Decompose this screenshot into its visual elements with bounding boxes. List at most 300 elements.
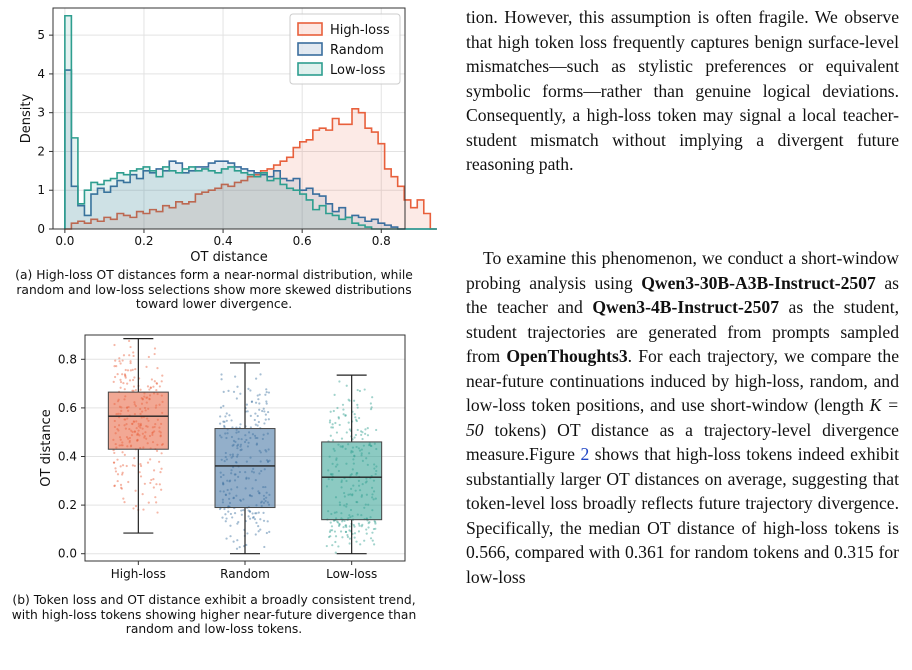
jitter-point	[338, 380, 340, 382]
jitter-point	[228, 414, 230, 416]
jitter-point	[227, 511, 229, 513]
jitter-point	[263, 546, 265, 548]
jitter-point	[265, 419, 267, 421]
jitter-point	[257, 398, 259, 400]
jitter-point	[353, 400, 355, 402]
student-model: Qwen3-4B-Instruct-2507	[592, 297, 779, 317]
jitter-point	[233, 541, 235, 543]
x-tick-label: Random	[220, 567, 270, 581]
jitter-point	[134, 368, 136, 370]
jitter-point	[120, 487, 122, 489]
jitter-point	[364, 388, 366, 390]
jitter-point	[148, 388, 150, 390]
jitter-point	[123, 354, 125, 356]
jitter-point	[128, 340, 130, 342]
jitter-point	[259, 528, 261, 530]
jitter-point	[229, 525, 231, 527]
jitter-point	[229, 535, 231, 537]
jitter-point	[373, 543, 375, 545]
jitter-point	[134, 465, 136, 467]
jitter-point	[132, 379, 134, 381]
jitter-point	[126, 383, 128, 385]
jitter-point	[139, 463, 141, 465]
jitter-point	[343, 413, 345, 415]
jitter-point	[154, 496, 156, 498]
jitter-point	[220, 406, 222, 408]
jitter-point	[223, 391, 225, 393]
jitter-point	[254, 419, 256, 421]
jitter-point	[253, 516, 255, 518]
jitter-point	[348, 422, 350, 424]
jitter-point	[354, 532, 356, 534]
jitter-point	[145, 366, 147, 368]
jitter-point	[257, 415, 259, 417]
jitter-point	[259, 518, 261, 520]
jitter-point	[236, 539, 238, 541]
legend-swatch-high-loss	[298, 23, 322, 35]
jitter-point	[255, 424, 257, 426]
jitter-point	[338, 417, 340, 419]
jitter-point	[155, 501, 157, 503]
jitter-point	[254, 518, 256, 520]
jitter-point	[124, 454, 126, 456]
jitter-point	[329, 421, 331, 423]
jitter-point	[355, 419, 357, 421]
jitter-point	[353, 436, 355, 438]
dataset-name: OpenThoughts3	[506, 346, 628, 366]
jitter-point	[117, 373, 119, 375]
jitter-point	[359, 390, 361, 392]
jitter-point	[148, 502, 150, 504]
jitter-point	[264, 394, 266, 396]
jitter-point	[119, 379, 121, 381]
jitter-point	[220, 378, 222, 380]
jitter-point	[237, 521, 239, 523]
jitter-point	[370, 402, 372, 404]
jitter-point	[335, 535, 337, 537]
jitter-point	[368, 522, 370, 524]
jitter-point	[116, 459, 118, 461]
jitter-point	[331, 525, 333, 527]
jitter-point	[122, 472, 124, 474]
jitter-point	[115, 470, 117, 472]
jitter-point	[219, 423, 221, 425]
jitter-point	[221, 516, 223, 518]
jitter-point	[259, 394, 261, 396]
y-tick-label: 0.4	[57, 449, 77, 464]
jitter-point	[155, 483, 157, 485]
jitter-point	[225, 537, 227, 539]
jitter-point	[135, 389, 137, 391]
x-tick-label: 0.4	[213, 234, 233, 248]
jitter-point	[361, 431, 363, 433]
jitter-point	[147, 462, 149, 464]
jitter-point	[223, 425, 225, 427]
jitter-point	[249, 518, 251, 520]
jitter-point	[258, 421, 260, 423]
jitter-point	[268, 531, 270, 533]
y-tick-label: 0.8	[57, 352, 77, 367]
jitter-point	[254, 412, 256, 414]
jitter-point	[334, 541, 336, 543]
jitter-point	[371, 396, 373, 398]
jitter-point	[113, 462, 115, 464]
jitter-point	[332, 426, 334, 428]
jitter-point	[239, 546, 241, 548]
jitter-point	[246, 404, 248, 406]
jitter-point	[349, 538, 351, 540]
jitter-point	[160, 468, 162, 470]
jitter-point	[248, 509, 250, 511]
jitter-point	[222, 405, 224, 407]
jitter-point	[153, 469, 155, 471]
jitter-point	[265, 414, 267, 416]
jitter-point	[225, 517, 227, 519]
jitter-point	[120, 362, 122, 364]
jitter-point	[338, 524, 340, 526]
legend-swatch-low-loss	[298, 63, 322, 75]
jitter-point	[366, 533, 368, 535]
y-axis-label: OT distance	[39, 409, 54, 487]
x-tick-label: 0.6	[292, 234, 312, 248]
histogram-chart	[19, 8, 437, 265]
math-k: K = 50	[466, 395, 900, 440]
jitter-point	[345, 531, 347, 533]
jitter-point	[114, 485, 116, 487]
jitter-point	[262, 512, 264, 514]
caption-b: (b) Token loss and OT distance exhibit a broadly consistent trend, with high-loss tokens showing higher near-future divergence than random and low-loss tokens.	[11, 593, 417, 636]
jitter-point	[114, 376, 116, 378]
jitter-point	[357, 389, 359, 391]
jitter-point	[355, 541, 357, 543]
jitter-point	[132, 369, 134, 371]
jitter-point	[117, 480, 119, 482]
jitter-point	[330, 435, 332, 437]
jitter-point	[241, 514, 243, 516]
jitter-point	[154, 347, 156, 349]
jitter-point	[255, 378, 257, 380]
jitter-point	[263, 422, 265, 424]
boxplot-chart	[39, 335, 405, 581]
jitter-point	[374, 521, 376, 523]
jitter-point	[139, 389, 141, 391]
jitter-point	[367, 526, 369, 528]
jitter-point	[114, 467, 116, 469]
jitter-point	[364, 433, 366, 435]
paragraph-2	[466, 246, 899, 589]
jitter-point	[358, 523, 360, 525]
jitter-point	[147, 385, 149, 387]
jitter-point	[154, 353, 156, 355]
jitter-point	[239, 393, 241, 395]
jitter-point	[339, 424, 341, 426]
jitter-point	[132, 355, 134, 357]
jitter-point	[375, 429, 377, 431]
jitter-point	[357, 429, 359, 431]
jitter-point	[155, 389, 157, 391]
jitter-point	[129, 379, 131, 381]
para2-text: tokens) OT distance as a trajectory-level divergence measure.Figure	[466, 419, 899, 464]
jitter-point	[266, 403, 268, 405]
legend-label: Random	[330, 43, 384, 58]
jitter-point	[329, 529, 331, 531]
jitter-point	[118, 360, 120, 362]
jitter-point	[251, 400, 253, 402]
jitter-point	[144, 483, 146, 485]
jitter-point	[122, 464, 124, 466]
para2-text: as the student, student trajectories are generated from prompts sampled from	[466, 297, 899, 366]
jitter-point	[258, 409, 260, 411]
jitter-point	[148, 356, 150, 358]
jitter-point	[124, 375, 126, 377]
jitter-point	[337, 545, 339, 547]
jitter-point	[346, 534, 348, 536]
jitter-point	[230, 419, 232, 421]
jitter-point	[223, 508, 225, 510]
jitter-point	[332, 423, 334, 425]
jitter-point	[159, 471, 161, 473]
jitter-point	[151, 378, 153, 380]
jitter-point	[353, 524, 355, 526]
legend-label: Low-loss	[330, 63, 386, 78]
jitter-point	[255, 402, 257, 404]
paragraph-1: tion. However, this assumption is often fragile. We observe that high token loss frequently captures benign surface-level mismatches—such as stylistic preferences or equivalent symbolic forms—rather than genuine logical deviations. Consequently, a high-loss token may signal a local teacher-student mismatch without implying a divergent future reasoning path.	[466, 7, 899, 174]
jitter-point	[334, 422, 336, 424]
jitter-point	[346, 431, 348, 433]
jitter-point	[132, 351, 134, 353]
jitter-point	[267, 411, 269, 413]
jitter-point	[266, 391, 268, 393]
jitter-point	[219, 415, 221, 417]
jitter-point	[227, 390, 229, 392]
x-tick-label: 0.8	[371, 234, 391, 248]
jitter-point	[255, 512, 257, 514]
jitter-point	[349, 542, 351, 544]
y-tick-label: 1	[37, 183, 45, 198]
jitter-point	[372, 539, 374, 541]
jitter-point	[122, 382, 124, 384]
jitter-point	[225, 520, 227, 522]
jitter-point	[159, 385, 161, 387]
jitter-point	[258, 530, 260, 532]
jitter-point	[223, 421, 225, 423]
jitter-point	[345, 524, 347, 526]
jitter-point	[342, 404, 344, 406]
teacher-model: Qwen3-30B-A3B-Instruct-2507	[641, 272, 876, 293]
jitter-point	[257, 525, 259, 527]
jitter-point	[364, 428, 366, 430]
jitter-point	[121, 373, 123, 375]
jitter-point	[125, 369, 127, 371]
y-tick-label: 0	[37, 222, 45, 236]
jitter-point	[249, 389, 251, 391]
jitter-point	[334, 394, 336, 396]
jitter-point	[336, 431, 338, 433]
box-random	[215, 429, 275, 508]
jitter-point	[251, 512, 253, 514]
jitter-point	[156, 383, 158, 385]
jitter-point	[255, 533, 257, 535]
jitter-point	[127, 369, 129, 371]
jitter-point	[129, 362, 131, 364]
jitter-point	[255, 522, 257, 524]
jitter-point	[160, 489, 162, 491]
jitter-point	[355, 434, 357, 436]
jitter-point	[336, 407, 338, 409]
jitter-point	[120, 387, 122, 389]
jitter-point	[133, 376, 135, 378]
jitter-point	[341, 520, 343, 522]
jitter-point	[120, 381, 122, 383]
jitter-point	[161, 452, 163, 454]
jitter-point	[135, 505, 137, 507]
jitter-point	[134, 490, 136, 492]
jitter-point	[150, 386, 152, 388]
jitter-point	[248, 515, 250, 517]
jitter-point	[370, 408, 372, 410]
jitter-point	[153, 486, 155, 488]
jitter-point	[236, 548, 238, 550]
jitter-point	[329, 419, 331, 421]
jitter-point	[370, 537, 372, 539]
jitter-point	[236, 397, 238, 399]
jitter-point	[348, 399, 350, 401]
y-tick-label: 3	[37, 105, 45, 120]
jitter-point	[156, 511, 158, 513]
jitter-point	[259, 373, 261, 375]
jitter-point	[365, 528, 367, 530]
para2-text: as the teacher and	[466, 272, 899, 317]
jitter-point	[122, 359, 124, 361]
jitter-point	[150, 479, 152, 481]
jitter-point	[341, 437, 343, 439]
jitter-point	[373, 528, 375, 530]
jitter-point	[158, 461, 160, 463]
jitter-point	[118, 357, 120, 359]
jitter-point	[258, 402, 260, 404]
jitter-point	[356, 404, 358, 406]
jitter-point	[122, 498, 124, 500]
jitter-point	[340, 530, 342, 532]
jitter-point	[261, 410, 263, 412]
x-tick-label: High-loss	[110, 567, 166, 581]
jitter-point	[133, 457, 135, 459]
jitter-point	[132, 507, 134, 509]
jitter-point	[236, 386, 238, 388]
jitter-point	[129, 346, 131, 348]
para2-text: shows that high-loss tokens indeed exhibit substantially larger OT distances on average, suggesting that token-level loss broadly reflects future trajectory divergence. Specifically, the median OT distance of high-loss tokens is 0.566, compared with 0.361 for random tokens and 0.315 for low-loss	[466, 444, 899, 587]
jitter-point	[367, 434, 369, 436]
jitter-point	[154, 380, 156, 382]
jitter-point	[219, 508, 221, 510]
jitter-point	[246, 532, 248, 534]
figure-panel	[0, 0, 440, 665]
jitter-point	[230, 513, 232, 515]
jitter-point	[113, 452, 115, 454]
box-low-loss	[322, 442, 382, 520]
jitter-point	[336, 521, 338, 523]
jitter-point	[335, 552, 337, 554]
jitter-point	[332, 439, 334, 441]
jitter-point	[156, 367, 158, 369]
jitter-point	[358, 530, 360, 532]
jitter-point	[258, 512, 260, 514]
jitter-point	[149, 458, 151, 460]
x-tick-label: 0.0	[55, 234, 75, 248]
jitter-point	[361, 438, 363, 440]
jitter-point	[161, 380, 163, 382]
y-tick-label: 2	[37, 144, 45, 159]
jitter-point	[358, 417, 360, 419]
jitter-point	[361, 525, 363, 527]
jitter-point	[114, 360, 116, 362]
jitter-point	[242, 509, 244, 511]
jitter-point	[354, 416, 356, 418]
jitter-point	[234, 512, 236, 514]
jitter-point	[117, 473, 119, 475]
figure-reference-link[interactable]: 2	[580, 444, 590, 464]
jitter-point	[156, 450, 158, 452]
legend-swatch-random	[298, 43, 322, 55]
jitter-point	[358, 525, 360, 527]
jitter-point	[149, 482, 151, 484]
jitter-point	[268, 391, 270, 393]
y-tick-label: 5	[37, 28, 45, 43]
jitter-point	[113, 381, 115, 383]
jitter-point	[220, 373, 222, 375]
y-tick-label: 0.0	[57, 546, 77, 561]
jitter-point	[265, 400, 267, 402]
jitter-point	[115, 365, 117, 367]
jitter-point	[354, 413, 356, 415]
jitter-point	[226, 420, 228, 422]
jitter-point	[120, 484, 122, 486]
jitter-point	[152, 386, 154, 388]
jitter-point	[140, 475, 142, 477]
jitter-point	[240, 509, 242, 511]
jitter-point	[142, 493, 144, 495]
jitter-point	[330, 411, 332, 413]
jitter-point	[233, 391, 235, 393]
jitter-point	[152, 478, 154, 480]
jitter-point	[363, 540, 365, 542]
x-tick-label: 0.2	[134, 234, 154, 248]
jitter-point	[161, 375, 163, 377]
jitter-point	[342, 408, 344, 410]
jitter-point	[349, 428, 351, 430]
jitter-point	[263, 520, 265, 522]
para2-text: To examine this phenomenon, we conduct a short-window probing analysis using	[466, 248, 899, 293]
jitter-point	[330, 521, 332, 523]
jitter-point	[331, 544, 333, 546]
jitter-point	[224, 513, 226, 515]
y-tick-label: 4	[37, 66, 45, 81]
jitter-point	[128, 354, 130, 356]
jitter-point	[333, 410, 335, 412]
x-tick-label: Low-loss	[326, 567, 378, 581]
jitter-point	[247, 388, 249, 390]
jitter-point	[140, 465, 142, 467]
jitter-point	[142, 508, 144, 510]
jitter-point	[344, 415, 346, 417]
jitter-point	[121, 451, 123, 453]
jitter-point	[123, 501, 125, 503]
jitter-point	[349, 525, 351, 527]
jitter-point	[346, 385, 348, 387]
legend-label: High-loss	[330, 23, 390, 38]
jitter-point	[329, 535, 331, 537]
para2-text: . For each trajectory, we compare the near-future continuations induced by high-loss, random, and low-loss token positions, and use short-window (length	[466, 346, 899, 415]
